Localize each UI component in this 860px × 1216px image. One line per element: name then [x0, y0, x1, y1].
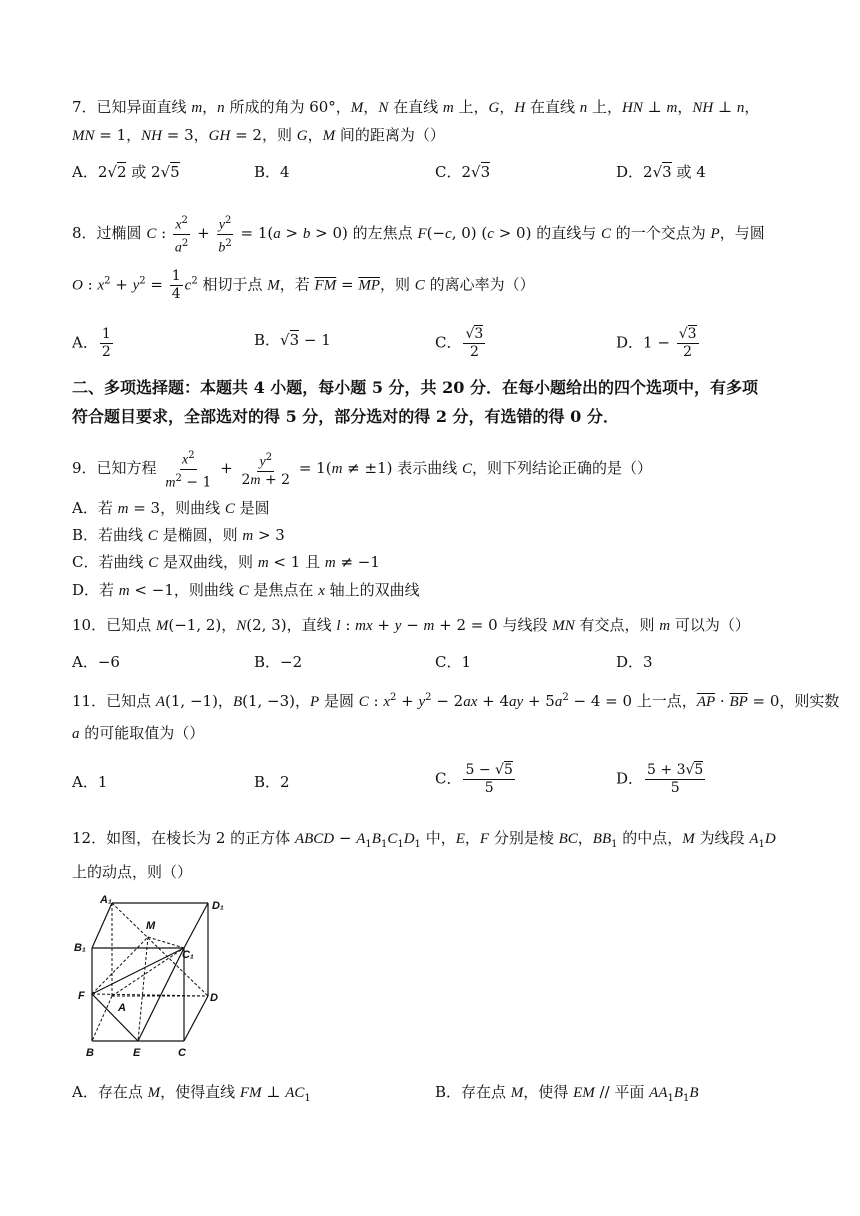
q10-option-b: B．−2 [254, 653, 303, 671]
q7-option-d: D．2√3 或 4 [616, 163, 706, 181]
hidden-a-b [92, 996, 112, 1041]
q10-stem: 10．已知点 M(−1, 2)，N(2, 3)，直线 l : mx + y − m + 2 = 0 与线段 MN 有交点，则 m 可以为（） [72, 616, 750, 634]
q8-line1: 8．过椭圆 C : $\frac{x^2}{a^2}$ + $\frac{y^2}{b^2}$ = 1(a > b > 0) 的左焦点 F(−c, 0) (c > 0) 的直线与 C 的一个交点为 P，与圆 [72, 212, 765, 256]
q7-line2: MN = 1，NH = 3，GH = 2，则 G，M 间的距离为（） [72, 126, 445, 144]
cube-figure [72, 893, 232, 1065]
label-e: E [133, 1047, 141, 1059]
edge-a1-b1 [92, 903, 112, 948]
q11-option-a: A．1 [72, 773, 108, 791]
seg-f-c1 [92, 948, 184, 994]
hidden-f-m [92, 937, 148, 994]
seg-f-e [92, 994, 138, 1041]
q8-option-c: C． $\frac{√3}{2}$ [435, 326, 484, 360]
q7-option-b: B．4 [254, 163, 290, 181]
q8-option-d: D．1 − $\frac{√3}{2}$ [616, 326, 697, 360]
q8-line2: O : $x^2 + y^2$ = $\frac{1}{4}$ $c^2$ 相切于点 M，若 $\overline{FM} = \overline{MP}$，则 C 的离心率为（） [72, 268, 535, 302]
q7-option-c: C．2√3 [435, 163, 491, 181]
q9-option-d: D．若 m < −1，则曲线 C 是焦点在 x 轴上的双曲线 [72, 581, 420, 599]
q7-line1: 7．已知异面直线 m，n 所成的角为 60°，M，N 在直线 m 上，G，H 在直线 n 上，HN ⊥ m，NH ⊥ n， [72, 98, 760, 116]
q12-option-a: A．存在点 M，使得直线 FM ⊥ $AC_1$ [72, 1083, 311, 1104]
section2-line2: 符合题目要求，全部选对的得 5 分，部分选对的得 2 分，有选错的得 0 分． [72, 407, 619, 426]
label-f: F [78, 990, 85, 1002]
label-m: M [146, 920, 156, 932]
q9-option-b: B．若曲线 C 是椭圆，则 m > 3 [72, 526, 285, 544]
edge-d1-c1 [184, 903, 208, 948]
q11-option-b: B．2 [254, 773, 290, 791]
label-d1: D₁ [212, 900, 224, 912]
q11-option-c: C． $\frac{5 - √5}{5}$ [435, 762, 513, 796]
hidden-a-c1 [112, 948, 184, 996]
q8-option-a: A． $\frac{1}{2}$ [72, 326, 111, 360]
q10-option-c: C．1 [435, 653, 472, 671]
q10-option-a: A．−6 [72, 653, 120, 671]
q9-stem: 9．已知方程 $\frac{x^2}{m^2 - 1}$ + $\frac{y^2}{2m + 2}$ = 1(m ≠ ±1) 表示曲线 C，则下列结论正确的是（） [72, 447, 652, 491]
label-d: D [210, 992, 218, 1004]
label-b: B [86, 1047, 94, 1059]
edge-c-d [184, 996, 208, 1041]
q9-option-a: A．若 m = 3，则曲线 C 是圆 [72, 499, 270, 517]
q11-line2: a 的可能取值为（） [72, 724, 205, 742]
label-c: C [178, 1047, 186, 1059]
q8-option-b: B．√3 − 1 [254, 331, 331, 349]
q10-option-d: D．3 [616, 653, 653, 671]
q7-option-a: A．2√2 或 2√5 [72, 163, 180, 181]
label-a1: A₁ [100, 894, 112, 906]
q12-line2: 上的动点，则（） [72, 863, 193, 881]
label-a: A [118, 1002, 126, 1014]
q12-option-b: B．存在点 M，使得 EM // 平面 $AA_1B_1B$ [435, 1083, 699, 1104]
hidden-m-e [138, 937, 148, 1041]
label-b1: B₁ [74, 942, 86, 954]
q9-option-c: C．若曲线 C 是双曲线，则 m < 1 且 m ≠ −1 [72, 553, 380, 571]
label-c1: C₁ [182, 949, 194, 961]
q11-option-d: D． $\frac{5 + 3√5}{5}$ [616, 762, 704, 796]
q11-line1: 11．已知点 A(1, −1)，B(1, −3)，P 是圆 C : $x^2 + y^2 - 2ax + 4ay + 5a^2 - 4 = 0$ 上一点，$\overline{AP} \cdot \overline{BP} = 0$，则实数 [72, 692, 840, 710]
q12-line1: 12．如图，在棱长为 2 的正方体 ABCD − $A_1B_1C_1D_1$ 中，E，F 分别是棱 BC，$BB_1$ 的中点，M 为线段 $A_1D$ [72, 829, 776, 850]
section2-line1: 二、多项选择题：本题共 4 小题，每小题 5 分，共 20 分．在每小题给出的四个选项中，有多项 [72, 378, 758, 397]
